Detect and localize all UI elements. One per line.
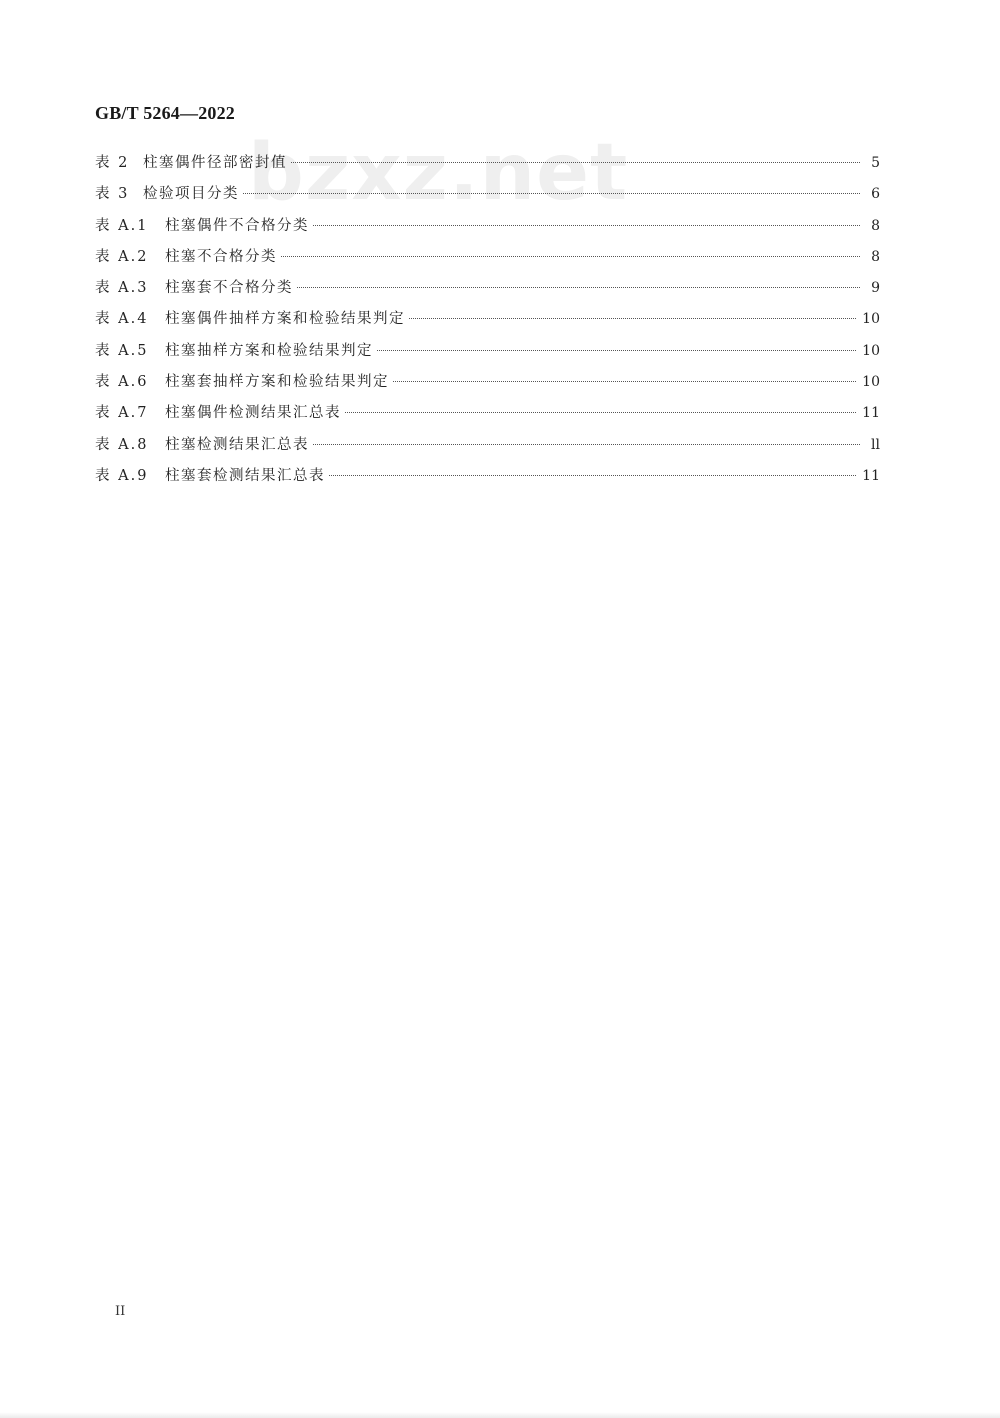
toc-entry-page: ll <box>871 436 880 453</box>
toc-entry-title: 柱塞检测结果汇总表 <box>165 436 309 453</box>
dot-leader <box>377 350 856 351</box>
toc-entry-number: 表 A.2 <box>95 248 149 265</box>
page-number-footer: II <box>115 1304 126 1319</box>
toc-entry-number: 表 A.7 <box>95 405 149 422</box>
toc-entry-number: 表 A.8 <box>95 436 149 453</box>
toc-entry-title: 检验项目分类 <box>143 186 239 203</box>
watermark-text: bzxz.net <box>248 128 629 218</box>
toc-entry[interactable] <box>95 151 880 182</box>
toc-entry[interactable] <box>95 307 880 338</box>
toc-entry-title: 柱塞套抽样方案和检验结果判定 <box>165 374 389 391</box>
toc-entry-page: 10 <box>862 374 880 391</box>
toc-entry-number: 表 3 <box>95 186 130 203</box>
page-bottom-edge <box>0 1412 1000 1418</box>
dot-leader <box>393 381 856 382</box>
toc-entry-number: 表 A.4 <box>95 311 149 328</box>
toc-entry[interactable] <box>95 182 880 213</box>
dot-leader <box>313 444 860 445</box>
toc-entry[interactable] <box>95 276 880 307</box>
toc-entry-title: 柱塞不合格分类 <box>165 248 277 265</box>
toc-entry-title: 柱塞偶件不合格分类 <box>165 217 309 234</box>
toc-entry-page: 10 <box>862 342 880 359</box>
dot-leader <box>345 412 856 413</box>
toc-entry-page: 5 <box>871 155 880 171</box>
toc-entry-title: 柱塞偶件抽样方案和检验结果判定 <box>165 311 405 328</box>
toc-entry-page: 11 <box>862 467 880 484</box>
dot-leader <box>243 193 860 194</box>
toc-entry-page: 6 <box>871 186 880 203</box>
toc-entry-number: 表 A.9 <box>95 467 149 484</box>
toc-entry-title: 柱塞套检测结果汇总表 <box>165 467 325 484</box>
toc-entry[interactable] <box>95 401 880 432</box>
toc-entry[interactable] <box>95 214 880 245</box>
toc-entry-page: 10 <box>862 311 880 328</box>
toc-entry-number: 表 A.1 <box>95 217 149 234</box>
dot-leader <box>297 287 860 288</box>
toc-entry[interactable] <box>95 339 880 370</box>
standard-code-header: GB/T 5264—2022 <box>95 103 235 123</box>
toc-entry-page: 9 <box>871 280 880 297</box>
dot-leader <box>329 475 856 476</box>
toc-entry-title: 柱塞套不合格分类 <box>165 280 293 297</box>
toc-entry-page: 8 <box>871 248 880 265</box>
toc-entry[interactable] <box>95 464 880 495</box>
dot-leader <box>281 256 860 257</box>
table-of-contents <box>95 151 880 495</box>
toc-entry[interactable] <box>95 433 880 464</box>
toc-entry-title: 柱塞抽样方案和检验结果判定 <box>165 342 373 359</box>
dot-leader <box>313 225 860 226</box>
toc-entry-page: 11 <box>862 405 880 422</box>
toc-entry-title: 柱塞偶件检测结果汇总表 <box>165 405 341 422</box>
toc-entry-number: 表 A.3 <box>95 280 149 297</box>
toc-entry[interactable] <box>95 245 880 276</box>
toc-entry-page: 8 <box>871 217 880 234</box>
toc-entry-number: 表 A.5 <box>95 342 149 359</box>
dot-leader <box>409 318 856 319</box>
toc-entry-title: 柱塞偶件径部密封值 <box>143 155 287 171</box>
toc-entry-number: 表 2 <box>95 155 130 171</box>
dot-leader <box>291 162 860 163</box>
toc-entry[interactable] <box>95 370 880 401</box>
toc-entry-number: 表 A.6 <box>95 374 149 391</box>
